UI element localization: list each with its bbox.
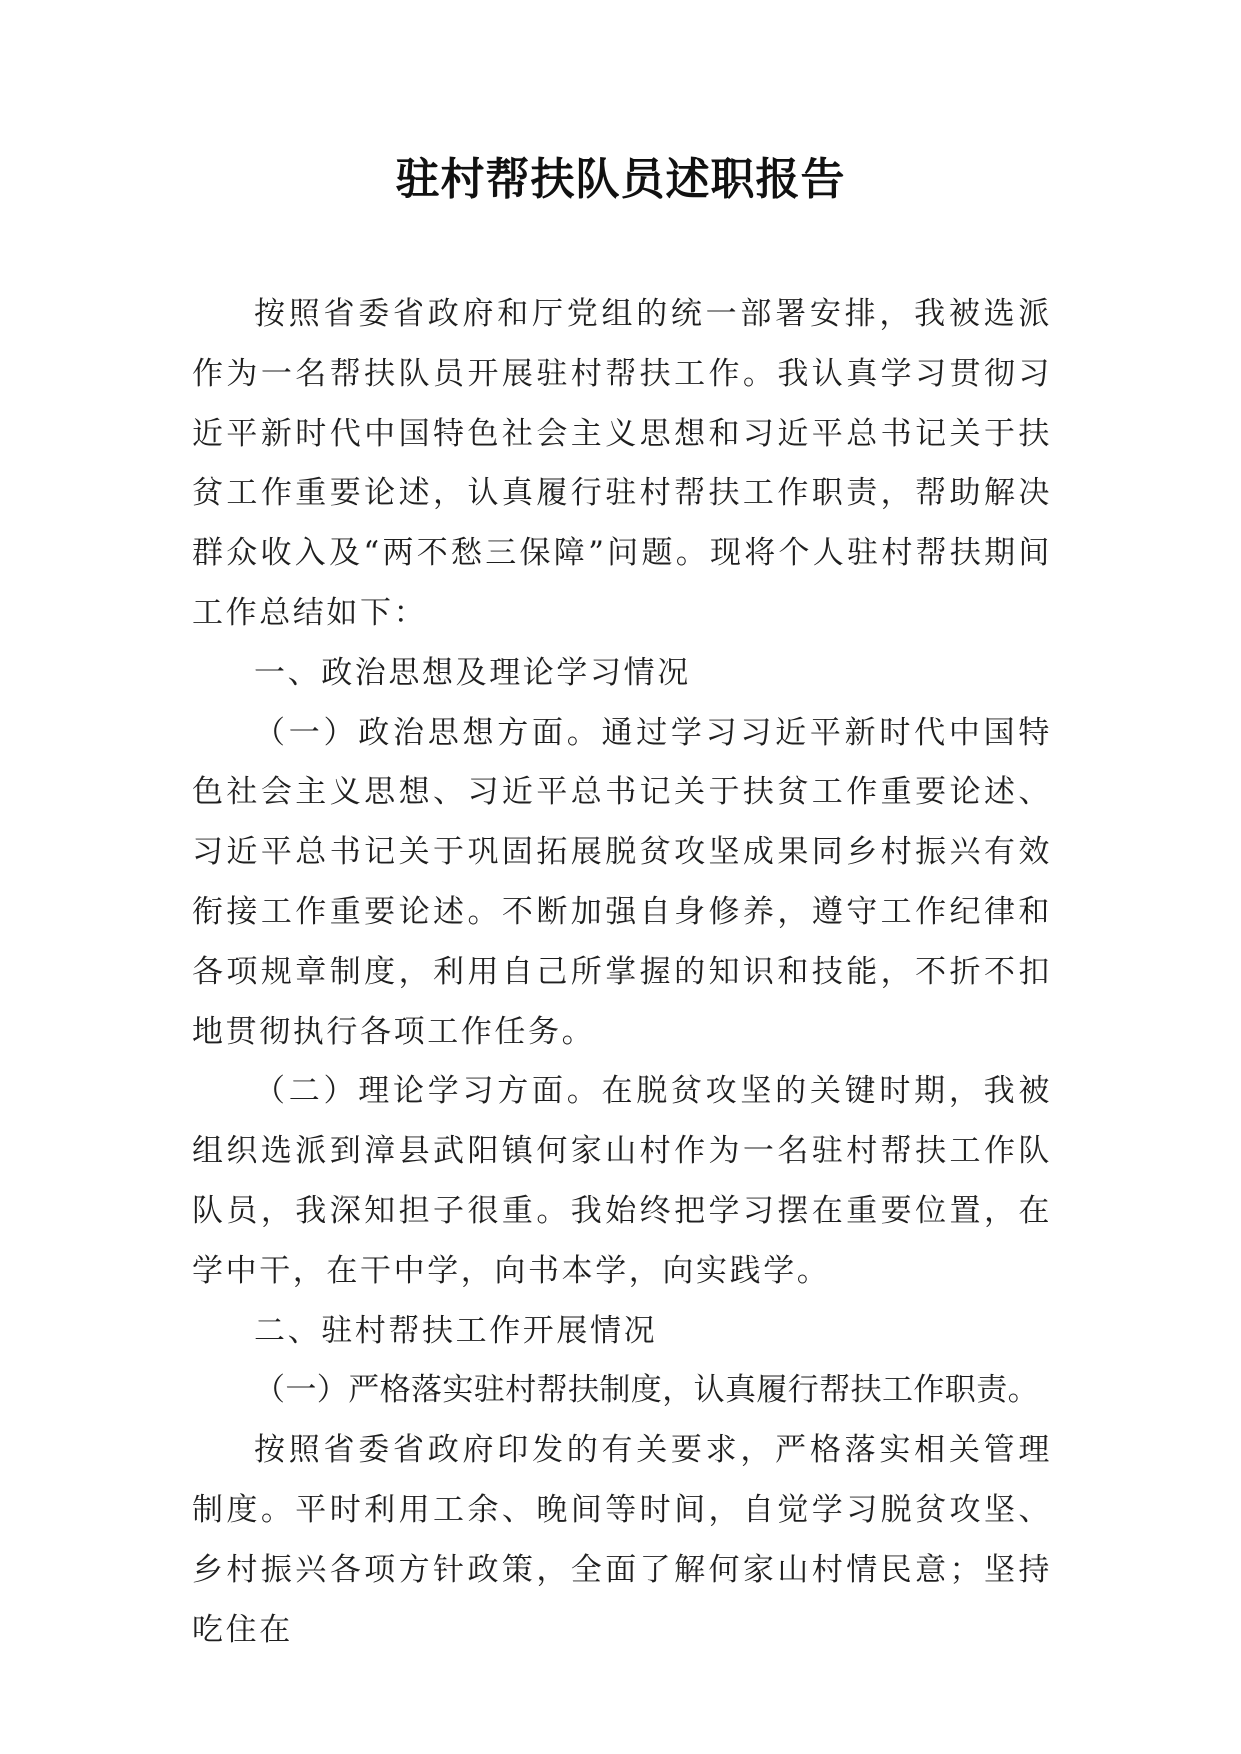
intro-paragraph: 按照省委省政府和厅党组的统一部署安排，我被选派作为一名帮扶队员开展驻村帮扶工作。我认真学习贯彻习近平新时代中国特色社会主义思想和习近平总书记关于扶贫工作重要论述，认真履行驻村帮扶工作职责，帮助解决群众收入及“两不愁三保障”问题。现将个人驻村帮扶期间工作总结如下： [192,296,1052,631]
political-thought-paragraph: （一）政治思想方面。通过学习习近平新时代中国特色社会主义思想、习近平总书记关于扶贫工作重要论述、习近平总书记关于巩固拓展脱贫攻坚成果同乡村振兴有效衔接工作重要论述。不断加强自身修养，遵守工作纪律和各项规章制度，利用自己所掌握的知识和技能，不折不扣地贯彻执行各项工作任务。 [192,714,1052,1050]
document-title: 驻村帮扶队员述职报告 [395,154,846,205]
theory-study-paragraph: （二）理论学习方面。在脱贫攻坚的关键时期，我被组织选派到漳县武阳镇何家山村作为一名驻村帮扶工作队队员，我深知担子很重。我始终把学习摆在重要位置，在学中干，在干中学，向书本学，向实践学。 [192,1073,1052,1289]
management-paragraph: 按照省委省政府印发的有关要求，严格落实相关管理制度。平时利用工余、晚间等时间，自觉学习脱贫攻坚、乡村振兴各项方针政策，全面了解何家山村情民意；坚持吃住在 [192,1432,1052,1648]
document-body [192,285,1052,1660]
section-heading-2: 二、驻村帮扶工作开展情况 [254,1312,658,1349]
subsection-heading-2-1: （一）严格落实驻村帮扶制度，认真履行帮扶工作职责。 [254,1372,1039,1409]
section-heading-1: 一、政治思想及理论学习情况 [254,654,691,691]
